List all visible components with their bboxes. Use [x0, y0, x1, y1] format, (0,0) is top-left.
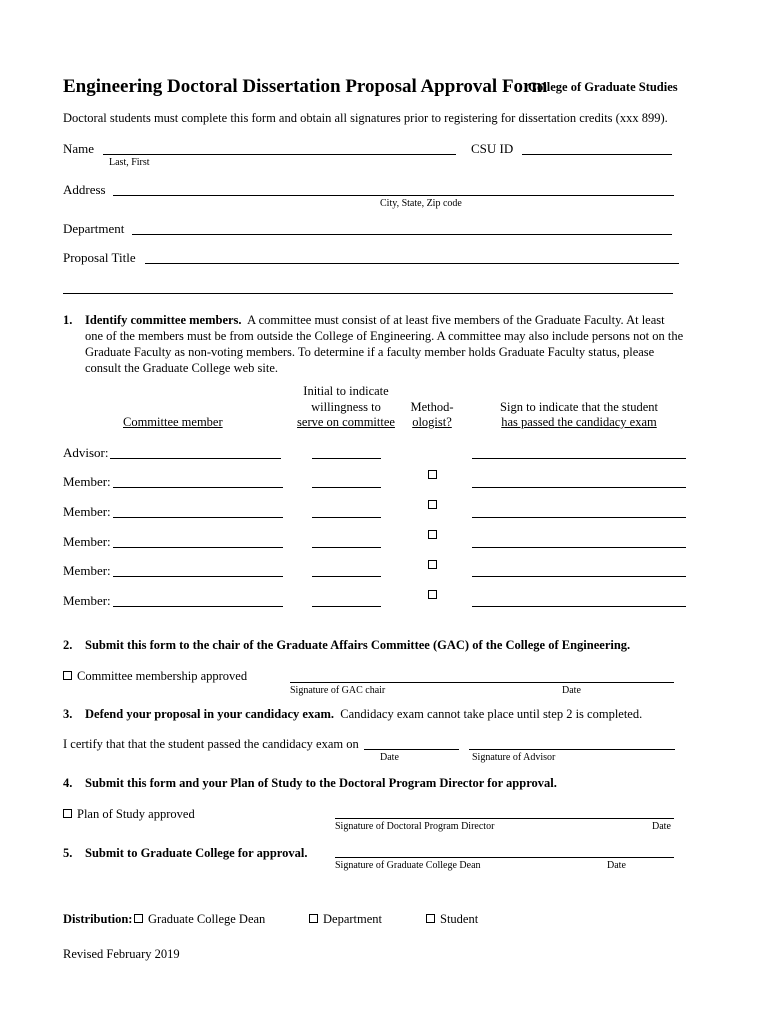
- form-title: Engineering Doctoral Dissertation Proposal Approval Form: [63, 76, 548, 97]
- candidacy-date-field[interactable]: [364, 749, 459, 750]
- col-initial-line2: willingness to: [311, 400, 381, 414]
- col-method-line1: Method-: [410, 400, 454, 414]
- address-field[interactable]: [113, 195, 674, 196]
- row-member5-label: Member:: [63, 593, 111, 608]
- gac-date-caption: Date: [562, 685, 581, 696]
- step1-paragraph: [85, 312, 685, 376]
- col-committee-member: Committee member: [123, 415, 223, 429]
- row-member1-methodologist-checkbox[interactable]: [428, 470, 437, 479]
- distribution-student-label: Student: [440, 912, 479, 926]
- row-member2-label: Member:: [63, 504, 111, 519]
- row-member4-name[interactable]: [113, 576, 283, 577]
- row-member1-initial[interactable]: [312, 487, 381, 488]
- address-label: Address: [63, 182, 106, 197]
- row-member2-methodologist-checkbox[interactable]: [428, 500, 437, 509]
- row-advisor-name[interactable]: [110, 458, 281, 459]
- step4-number: 4.: [63, 776, 73, 790]
- revised-date: Revised February 2019: [63, 947, 180, 961]
- row-member3-initial[interactable]: [312, 547, 381, 548]
- step3-heading: Defend your proposal in your candidacy exam.: [85, 707, 334, 721]
- department-label: Department: [63, 221, 125, 236]
- step3-text: Candidacy exam cannot take place until step 2 is completed.: [340, 707, 643, 721]
- proposal-title-label: Proposal Title: [63, 250, 136, 265]
- distribution-dean-checkbox[interactable]: [134, 914, 143, 923]
- dean-signature-caption: Signature of Graduate College Dean: [335, 860, 481, 871]
- distribution-dean-label: Graduate College Dean: [148, 912, 266, 926]
- step5-heading: Submit to Graduate College for approval.: [85, 846, 308, 860]
- form-subtitle: College of Graduate Studies: [528, 80, 678, 94]
- step3-line: [85, 707, 642, 722]
- row-member3-signature[interactable]: [472, 547, 686, 548]
- row-member5-initial[interactable]: [312, 606, 381, 607]
- advisor-signature-caption: Signature of Advisor: [472, 752, 556, 763]
- department-field[interactable]: [132, 234, 672, 235]
- col-initial-line3: serve on committee: [297, 415, 395, 429]
- dean-signature-line[interactable]: [335, 857, 674, 858]
- row-member2-initial[interactable]: [312, 517, 381, 518]
- step1-text: A committee must consist of at least five members of the Graduate Faculty. At least one of the members must be from outside the College of Engineering. A committee may also include persons not on the Graduate Faculty as non-voting members. To determine if a faculty member holds Graduate Faculty status, please consult the Graduate College web site.: [85, 313, 684, 375]
- row-advisor-initial[interactable]: [312, 458, 381, 459]
- plan-approved-checkbox[interactable]: [63, 809, 72, 818]
- row-member5-methodologist-checkbox[interactable]: [428, 590, 437, 599]
- step2-number: 2.: [63, 638, 73, 652]
- step1-number: 1.: [63, 313, 73, 327]
- row-member3-name[interactable]: [113, 547, 283, 548]
- row-member5-name[interactable]: [113, 606, 283, 607]
- name-label: Name: [63, 141, 95, 156]
- candidacy-date-caption: Date: [380, 752, 399, 763]
- row-advisor-signature[interactable]: [472, 458, 686, 459]
- director-date-caption: Date: [652, 821, 671, 832]
- name-field[interactable]: [103, 154, 456, 155]
- row-member5-signature[interactable]: [472, 606, 686, 607]
- row-member4-signature[interactable]: [472, 576, 686, 577]
- proposal-title-field[interactable]: [145, 263, 679, 264]
- row-member1-label: Member:: [63, 474, 111, 489]
- step5-number: 5.: [63, 846, 73, 860]
- proposal-title-field-line2[interactable]: [63, 293, 673, 294]
- col-method-line2: ologist?: [412, 415, 452, 429]
- committee-approved-label: Committee membership approved: [77, 669, 248, 683]
- committee-approved-checkbox[interactable]: [63, 671, 72, 680]
- gac-chair-signature-line[interactable]: [290, 682, 674, 683]
- plan-approved-label: Plan of Study approved: [77, 807, 195, 821]
- row-member2-signature[interactable]: [472, 517, 686, 518]
- address-caption: City, State, Zip code: [380, 198, 462, 209]
- gac-chair-caption: Signature of GAC chair: [290, 685, 386, 696]
- intro-text: Doctoral students must complete this form and obtain all signatures prior to registering for dissertation credits (xxx 899).: [63, 111, 668, 125]
- col-initial-line1: Initial to indicate: [303, 384, 389, 398]
- director-signature-caption: Signature of Doctoral Program Director: [335, 821, 495, 832]
- csu-id-label: CSU ID: [471, 141, 514, 156]
- step2-heading: Submit this form to the chair of the Graduate Affairs Committee (GAC) of the College of Engineering.: [85, 638, 631, 652]
- distribution-department-label: Department: [323, 912, 383, 926]
- row-member4-label: Member:: [63, 563, 111, 578]
- step3-number: 3.: [63, 707, 73, 721]
- row-member2-name[interactable]: [113, 517, 283, 518]
- distribution-student-checkbox[interactable]: [426, 914, 435, 923]
- step1-heading: Identify committee members.: [85, 313, 242, 327]
- row-advisor-label: Advisor:: [63, 445, 109, 460]
- distribution-label: Distribution:: [63, 912, 133, 926]
- director-signature-line[interactable]: [335, 818, 674, 819]
- row-member4-methodologist-checkbox[interactable]: [428, 560, 437, 569]
- dean-date-caption: Date: [607, 860, 626, 871]
- row-member3-methodologist-checkbox[interactable]: [428, 530, 437, 539]
- row-member1-name[interactable]: [113, 487, 283, 488]
- csu-id-field[interactable]: [522, 154, 672, 155]
- advisor-signature-line[interactable]: [469, 749, 675, 750]
- distribution-department-checkbox[interactable]: [309, 914, 318, 923]
- row-member3-label: Member:: [63, 534, 111, 549]
- row-member1-signature[interactable]: [472, 487, 686, 488]
- col-sign-line2: has passed the candidacy exam: [501, 415, 657, 429]
- step4-heading: Submit this form and your Plan of Study to the Doctoral Program Director for approval.: [85, 776, 557, 790]
- name-caption: Last, First: [109, 157, 150, 168]
- col-sign-line1: Sign to indicate that the student: [500, 400, 658, 414]
- row-member4-initial[interactable]: [312, 576, 381, 577]
- certify-text: I certify that that the student passed the candidacy exam on: [63, 737, 359, 751]
